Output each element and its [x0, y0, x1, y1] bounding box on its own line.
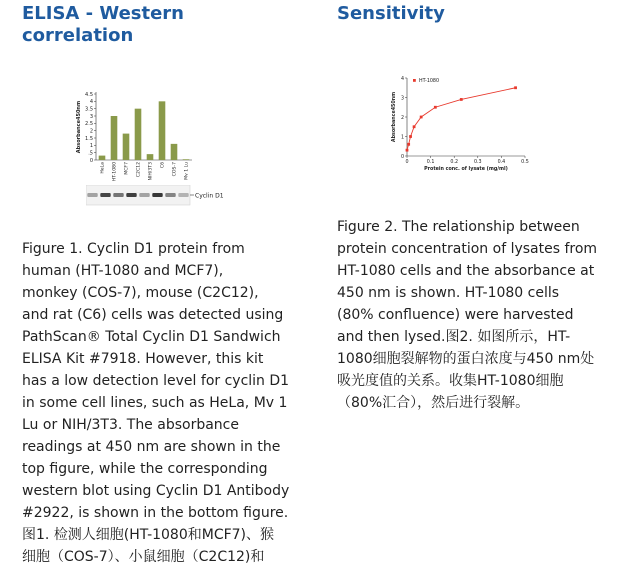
figure1-caption: Figure 1. Cyclin D1 protein from human (HT-1080 and MCF7), monkey (COS-7), mouse (C2C12), and rat (C6) cells was detected using PathScan® Total Cyclin D1 Sandwich ELISA Kit #7918. However, this kit has a low detection level for cyclin D1 in some cell lines, such as HeLa, Mv 1 Lu or NIH/3T3. The absorbance readings at 450 nm are shown in the top figure, while the corresponding western blot using Cyclin D1 Antibody #2922, is shown in the bottom figure. 图1. 检测人细胞(HT-1080和MCF7)、猴 细胞（COS-7）、小鼠细胞（C2C12)和: [22, 241, 290, 565]
bar: [135, 109, 142, 160]
scatter-x-tick-label: 0: [405, 160, 409, 165]
bar-category-label: C6: [160, 162, 166, 169]
bar-category-label: C2C12: [136, 162, 142, 178]
bar-category-label: Mv 1 Lu: [184, 162, 190, 180]
blot-band: [113, 193, 123, 197]
scatter-x-axis-label: Protein conc. of lysate (mg/ml): [424, 167, 508, 172]
blot-band: [139, 193, 149, 197]
scatter-x-tick-label: 0.5: [521, 160, 529, 165]
bar-y-axis-label: Absorbance450nm: [76, 100, 82, 154]
bar-y-tick-label: 4: [89, 99, 93, 106]
bar: [99, 156, 106, 160]
scatter-legend-marker: [413, 79, 416, 82]
bar-y-tick-label: 1: [89, 143, 93, 150]
scatter-x-tick-label: 0.3: [473, 160, 482, 165]
scatter-point: [420, 116, 423, 119]
bar-y-tick-label: 3: [89, 113, 93, 120]
scatter-x-tick-label: 0.1: [426, 160, 435, 165]
blot-band: [100, 193, 110, 197]
bar: [147, 154, 154, 160]
scatter-y-tick-label: 3: [400, 96, 404, 102]
scatter-legend-label: HT-1080: [419, 79, 440, 84]
bar-y-tick-label: 2.5: [85, 121, 93, 128]
bar-y-tick-label: 4.5: [85, 91, 93, 98]
western-blot: [86, 185, 236, 207]
elisa-western-heading: ELISA - Western correlation: [22, 3, 184, 46]
bar-category-label: HeLa: [100, 162, 106, 174]
scatter-y-tick-label: 0: [400, 154, 404, 160]
scatter-y-tick-label: 1: [400, 135, 404, 141]
scatter-point: [413, 125, 416, 128]
blot-band: [152, 193, 162, 197]
scatter-y-tick-label: 2: [400, 115, 404, 121]
scatter-point: [434, 106, 437, 109]
blot-band: [126, 193, 136, 197]
elisa-bar-chart: [62, 86, 202, 186]
figure2-caption: Figure 2. The relationship between protein concentration of lysates from HT-1080 cells and the absorbance at 450 nm is shown. HT-1080 cells (80% confluence) were harvested and then lysed.图2. 如图所示，HT- 1080细胞裂解物的蛋白浓度与450 nm处 吸光度值的关系。收集HT-1080细胞 （80%汇合），然后进行裂解。: [337, 219, 598, 411]
bar-y-tick-label: 3.5: [85, 106, 93, 113]
blot-band: [87, 193, 97, 197]
bar: [171, 144, 178, 160]
scatter-y-axis-label: Absorbance450nm: [392, 91, 397, 143]
bar: [183, 159, 190, 160]
scatter-y-tick-label: 4: [400, 76, 404, 82]
sensitivity-scatter-chart: [379, 70, 539, 180]
scatter-point: [409, 135, 412, 138]
scatter-x-tick-label: 0.4: [497, 160, 506, 165]
bar-category-label: HT-1080: [112, 162, 118, 182]
blot-label: Cyclin D1: [195, 192, 224, 200]
scatter-x-tick-label: 0.2: [450, 160, 459, 165]
blot-band: [165, 193, 175, 197]
scatter-point: [406, 149, 409, 152]
sensitivity-heading: Sensitivity: [337, 3, 445, 24]
scatter-point: [407, 143, 410, 146]
scatter-point: [460, 98, 463, 101]
bar-category-label: COS-7: [172, 162, 178, 177]
bar-category-label: NIH/3T3: [148, 162, 154, 181]
scatter-fit-curve: [407, 88, 516, 150]
bar-y-tick-label: 1.5: [85, 135, 93, 142]
bar: [123, 134, 130, 160]
scatter-point: [514, 86, 517, 89]
bar: [159, 101, 166, 160]
bar-y-tick-label: 2: [89, 128, 93, 135]
blot-band: [178, 193, 188, 197]
bar-y-tick-label: .5: [88, 150, 93, 157]
bar-category-label: MCF7: [124, 162, 130, 175]
bar: [111, 116, 118, 160]
bar-y-tick-label: 0: [89, 157, 93, 164]
